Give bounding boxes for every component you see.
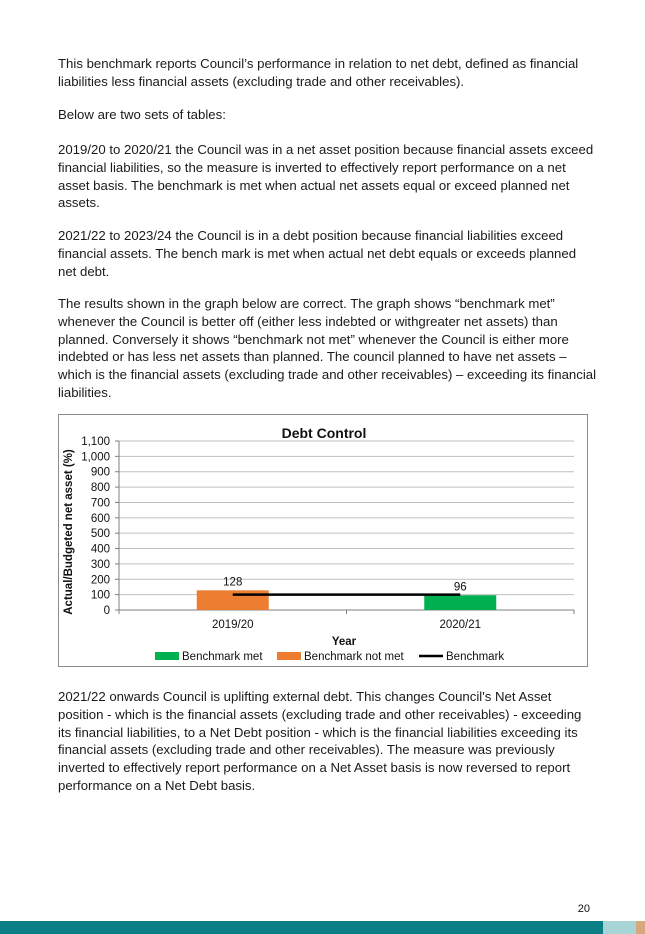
graph-explanation-paragraph: The results shown in the graph below are correct. The graph shows “benchmark met” whenever the Council is better off (either less indebted or withgreater net assets) than planned. Conversely it shows “benchmark not met” whenever the Council is either more indebted or has less net assets than planned. The council planned to have net assets – which is the financial assets (excluding trade and other receivables) – exceeding its financial liabilities. bbox=[58, 296, 597, 400]
bar-benchmark-met bbox=[424, 595, 496, 610]
debt-years-paragraph: 2021/22 to 2023/24 the Council is in a debt position because financial liabilities exceed financial assets. The bench mark is met when actual net debt equals or exceeds planned net debt. bbox=[58, 228, 577, 279]
y-tick-label: 700 bbox=[90, 497, 110, 510]
y-tick-label: 0 bbox=[103, 605, 110, 617]
footer-bar-accent bbox=[636, 921, 645, 934]
data-label: 128 bbox=[223, 576, 243, 589]
debt-control-chart bbox=[58, 414, 588, 667]
y-tick-label: 500 bbox=[90, 528, 110, 541]
footer-bar-teal bbox=[0, 921, 603, 934]
intro-paragraph: This benchmark reports Council’s performance in relation to net debt, defined as financial liabilities less financial assets (excluding trade and other receivables). bbox=[58, 56, 579, 89]
x-axis-title: Year bbox=[331, 636, 357, 648]
chart-title: Debt Control bbox=[281, 425, 367, 441]
net-asset-years-paragraph: 2019/20 to 2020/21 the Council was in a net asset position because financial assets exceed financial liabilities, so the measure is inverted to effectively report performance on a net asset basis. The benchmark is met when actual net assets equal or exceed planned net assets. bbox=[58, 142, 594, 211]
legend-swatch-benchmark-met bbox=[155, 652, 179, 660]
footer-bar-light bbox=[603, 921, 636, 934]
y-tick-label: 100 bbox=[90, 589, 110, 602]
y-tick-label: 1,100 bbox=[81, 436, 110, 448]
x-tick-label: 2020/21 bbox=[439, 619, 482, 631]
y-tick-label: 1,000 bbox=[81, 451, 110, 464]
legend-label: Benchmark bbox=[446, 651, 505, 663]
y-axis-title: Actual/Budgeted net asset (%) bbox=[63, 449, 75, 615]
tables-intro-paragraph: Below are two sets of tables: bbox=[58, 107, 226, 122]
gridlines bbox=[119, 441, 574, 610]
y-tick-label: 400 bbox=[90, 543, 110, 556]
legend bbox=[155, 651, 504, 663]
y-tick-label: 200 bbox=[90, 574, 110, 587]
y-tick-label: 900 bbox=[90, 466, 110, 479]
y-tick-label: 800 bbox=[90, 482, 110, 495]
y-axis-ticks bbox=[81, 436, 119, 617]
bars bbox=[197, 590, 497, 610]
onwards-paragraph: 2021/22 onwards Council is uplifting external debt. This changes Council's Net Asset position - which is the financial assets (excluding trade and other receivables) - exceeding its financial liabilities, to a Net Debt position - which is the financial liabilities exceeding its financial assets (excluding trade and other receivables). The measure was previously inverted to effectively report performance on a Net Asset basis is now reversed to report performance on a Net Debt basis. bbox=[58, 689, 582, 793]
x-axis-ticks bbox=[119, 610, 574, 631]
page-number: 20 bbox=[577, 903, 590, 915]
y-tick-label: 300 bbox=[90, 558, 110, 571]
data-label: 96 bbox=[453, 581, 467, 594]
y-tick-label: 600 bbox=[90, 512, 110, 525]
legend-swatch-benchmark-not-met bbox=[277, 652, 301, 660]
legend-label: Benchmark met bbox=[182, 651, 263, 663]
chart-canvas bbox=[59, 415, 589, 668]
legend-label: Benchmark not met bbox=[304, 651, 404, 663]
bar-benchmark-not-met bbox=[197, 590, 269, 610]
x-tick-label: 2019/20 bbox=[211, 619, 254, 631]
